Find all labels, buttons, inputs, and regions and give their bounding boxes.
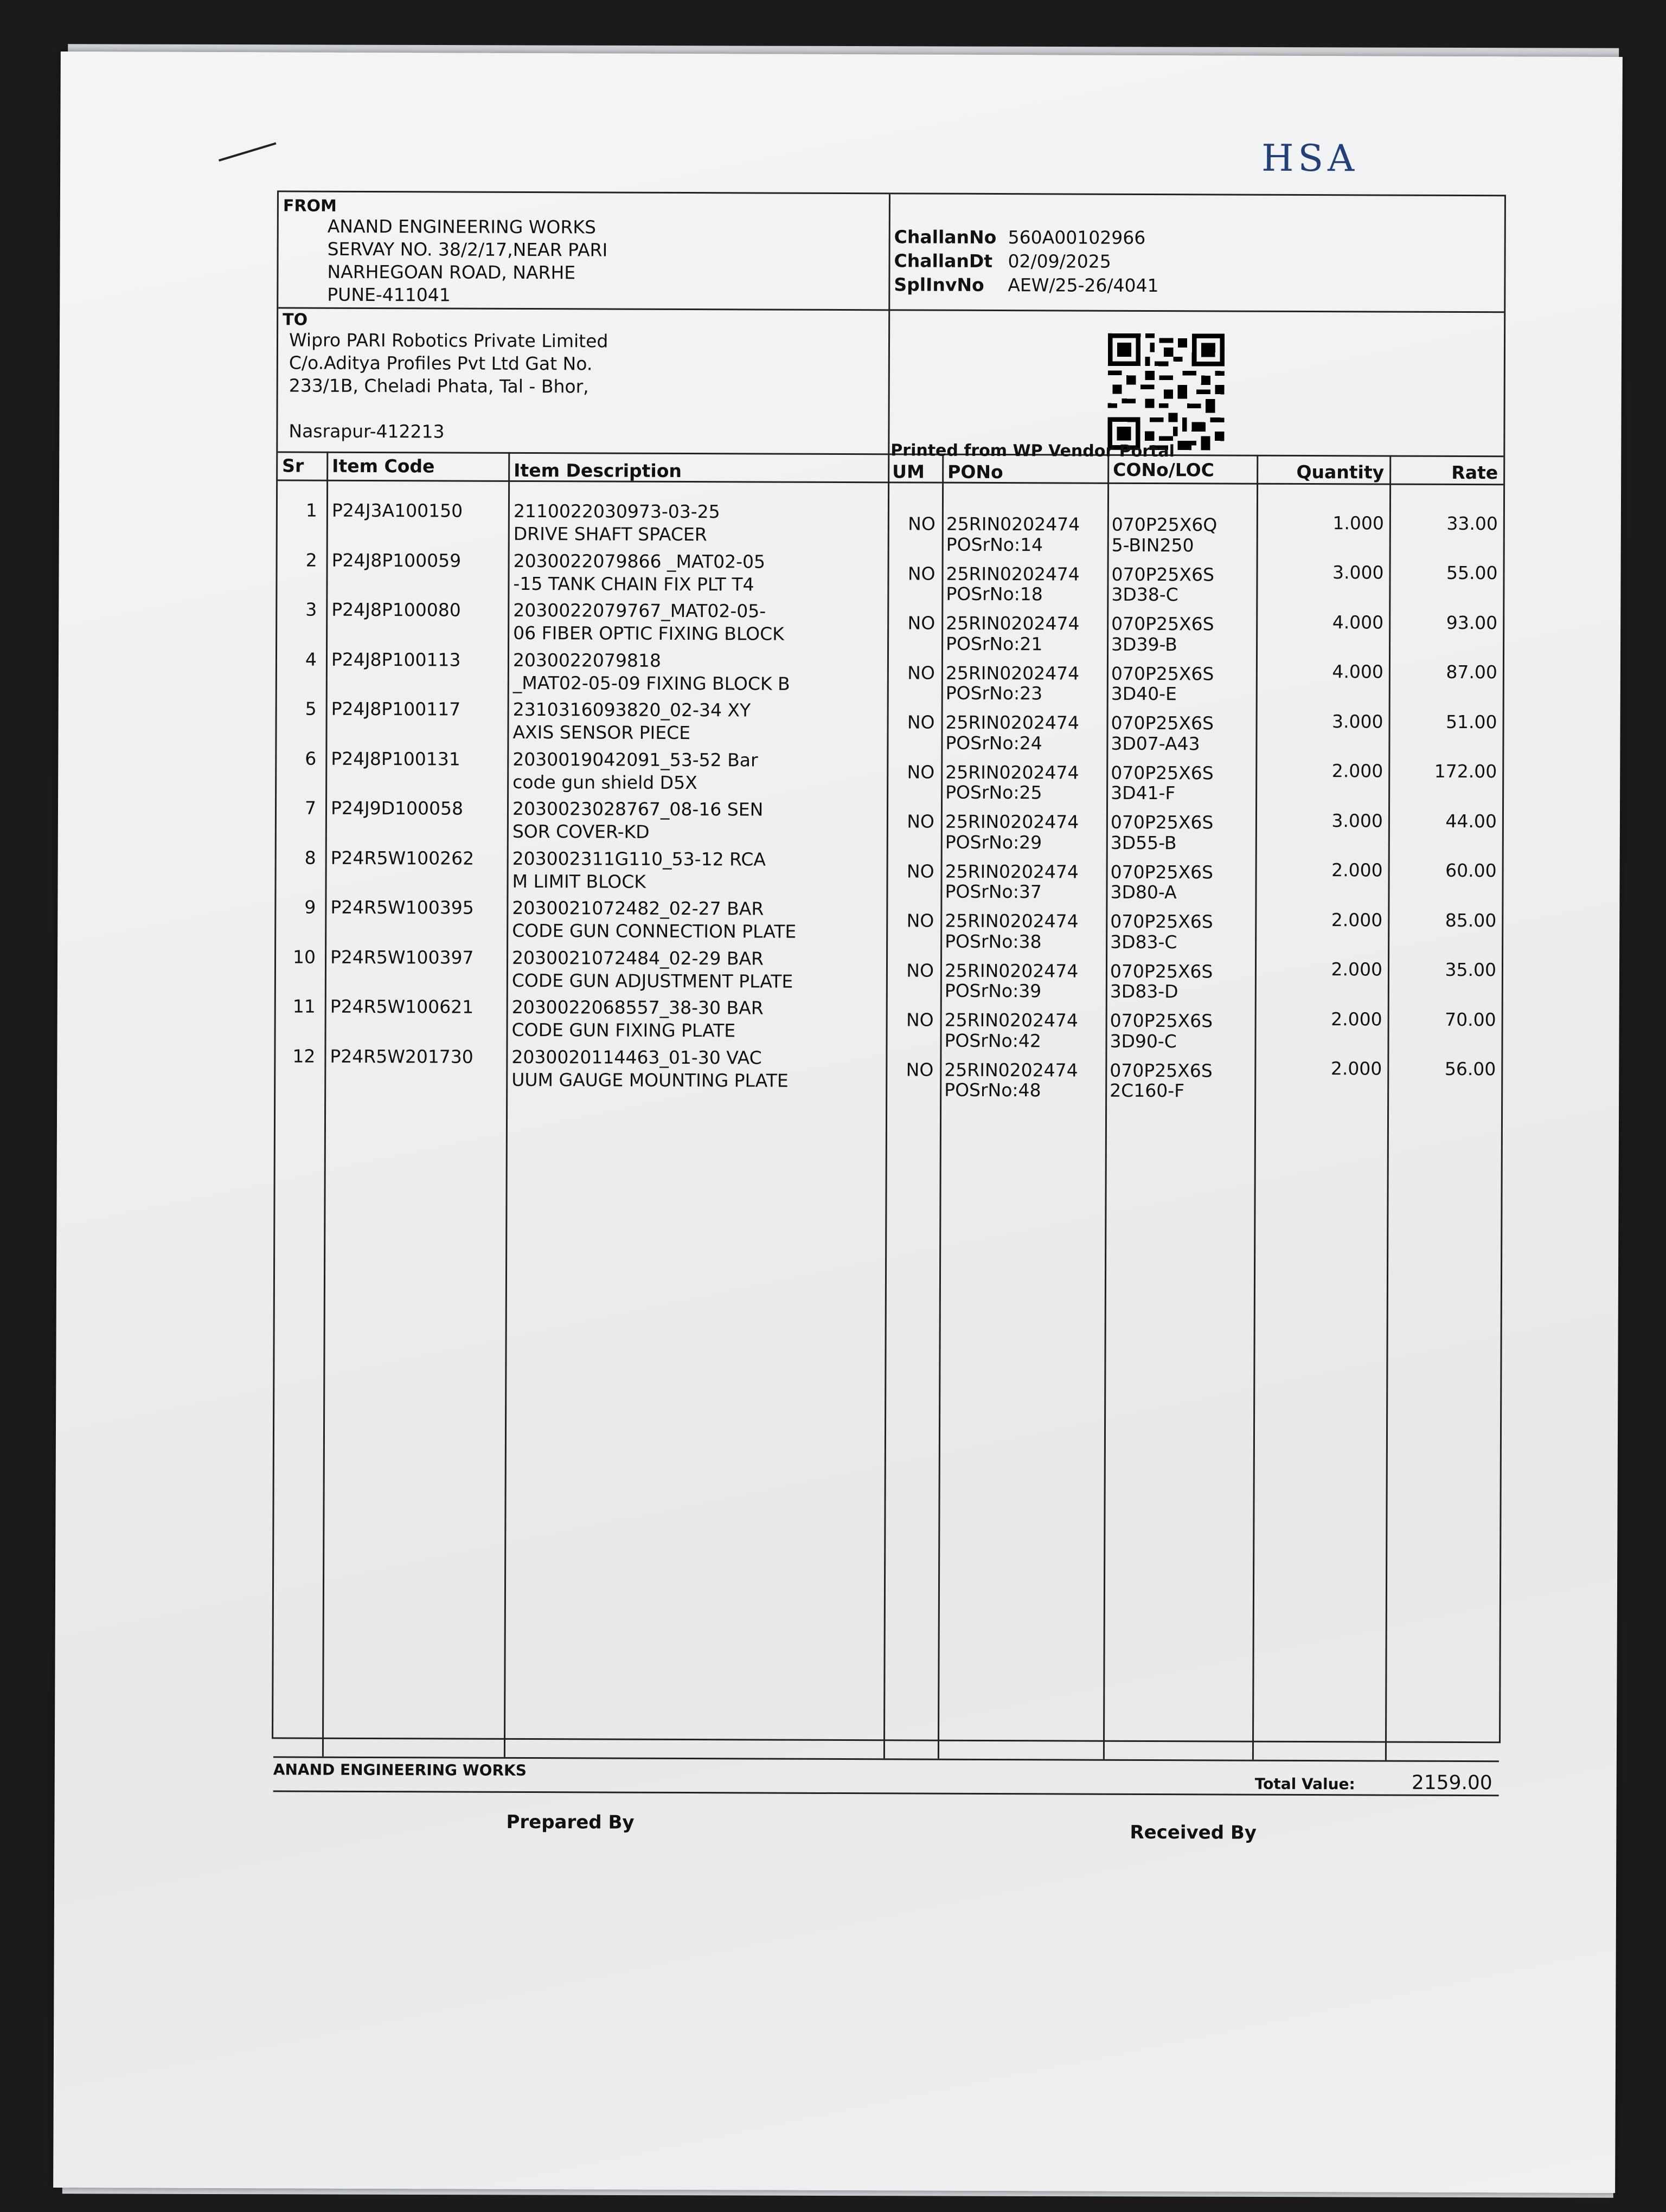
location: 3D83-C xyxy=(1110,931,1177,953)
col-rule-cono xyxy=(1252,455,1258,1760)
item-description: M LIMIT BLOCK xyxy=(512,870,646,892)
item-description: 2030023028767_08-16 SEN xyxy=(512,798,764,820)
serial-number: 10 xyxy=(292,946,316,968)
location: 3D38-C xyxy=(1111,584,1178,606)
co-number: 070P25X6S xyxy=(1110,1009,1213,1032)
challan-frame xyxy=(272,190,1506,1844)
serial-number: 6 xyxy=(305,748,317,769)
printed-from-label: Printed from WP Vendor Portal xyxy=(890,441,1175,461)
po-number: 25RIN0202474 xyxy=(945,711,1079,734)
item-description: 2030022079818 xyxy=(512,649,661,671)
col-rule-desc xyxy=(883,453,889,1758)
co-number: 070P25X6Q xyxy=(1111,513,1218,536)
unit-of-measure: NO xyxy=(907,711,935,733)
item-code: P24J8P100117 xyxy=(331,698,461,720)
unit-of-measure: NO xyxy=(907,761,935,783)
to-line: C/o.Aditya Profiles Pvt Ltd Gat No. xyxy=(289,352,593,375)
rate: 70.00 xyxy=(1445,1008,1496,1031)
col-header-rate: Rate xyxy=(1451,461,1498,484)
co-number: 070P25X6S xyxy=(1111,663,1214,684)
col-rule-qty xyxy=(1385,455,1391,1760)
handwritten-annotation: HSA xyxy=(1261,137,1359,181)
from-line: ANAND ENGINEERING WORKS xyxy=(327,215,597,238)
co-number: 070P25X6S xyxy=(1111,762,1214,783)
to-address xyxy=(289,329,608,443)
serial-number: 5 xyxy=(305,698,317,719)
item-description: CODE GUN FIXING PLATE xyxy=(511,1019,736,1041)
co-number: 070P25X6S xyxy=(1111,712,1214,734)
location: 3D55-B xyxy=(1110,832,1177,853)
col-header-quantity: Quantity xyxy=(1296,461,1385,483)
pos-serial-number: POSrNo:38 xyxy=(945,930,1042,953)
unit-of-measure: NO xyxy=(907,811,935,832)
location: 3D39-B xyxy=(1111,633,1177,655)
item-description: -15 TANK CHAIN FIX PLT T4 xyxy=(513,573,754,595)
col-rule-sr xyxy=(322,452,328,1757)
location: 3D40-E xyxy=(1111,683,1177,705)
serial-number: 8 xyxy=(304,847,316,869)
item-description: CODE GUN ADJUSTMENT PLATE xyxy=(511,969,793,992)
pos-serial-number: POSrNo:39 xyxy=(944,980,1042,1002)
challan-date: 02/09/2025 xyxy=(1008,250,1111,272)
item-code: P24R5W100621 xyxy=(330,995,474,1018)
col-header-sr: Sr xyxy=(282,455,304,477)
item-description: 2030022068557_38-30 BAR xyxy=(511,996,764,1019)
to-line: Wipro PARI Robotics Private Limited xyxy=(289,329,608,352)
po-number: 25RIN0202474 xyxy=(944,1009,1079,1031)
item-code: P24J8P100131 xyxy=(331,748,460,770)
pos-serial-number: POSrNo:23 xyxy=(945,682,1043,704)
col-header-um: UM xyxy=(892,461,925,483)
location: 5-BIN250 xyxy=(1111,534,1194,556)
rate: 56.00 xyxy=(1444,1058,1496,1080)
item-code: P24R5W100262 xyxy=(330,847,475,869)
pos-serial-number: POSrNo:42 xyxy=(944,1030,1041,1052)
col-rule-code xyxy=(504,452,510,1757)
item-description: 06 FIBER OPTIC FIXING BLOCK xyxy=(513,622,784,645)
pos-serial-number: POSrNo:25 xyxy=(945,781,1042,803)
received-by-label: Received By xyxy=(1130,1821,1257,1844)
pos-serial-number: POSrNo:29 xyxy=(945,831,1042,853)
item-description: 2030021072482_02-27 BAR xyxy=(512,897,764,919)
item-code: P24J8P100113 xyxy=(331,648,461,671)
challan-sheet xyxy=(53,52,1623,2193)
pos-serial-number: POSrNo:37 xyxy=(945,880,1042,903)
quantity: 3.000 xyxy=(1332,562,1384,583)
location: 3D07-A43 xyxy=(1111,732,1200,755)
item-code: P24J9D100058 xyxy=(330,797,464,819)
po-number: 25RIN0202474 xyxy=(945,662,1080,684)
item-description: UUM GAUGE MOUNTING PLATE xyxy=(511,1069,789,1091)
rate: 55.00 xyxy=(1446,562,1498,584)
col-header-item-code: Item Code xyxy=(332,455,435,477)
item-code: P24R5W100395 xyxy=(330,896,474,918)
item-code: P24R5W201730 xyxy=(330,1045,473,1068)
rate: 60.00 xyxy=(1445,860,1497,882)
unit-of-measure: NO xyxy=(906,1009,934,1031)
from-line: SERVAY NO. 38/2/17,NEAR PARI xyxy=(327,238,608,261)
rate: 93.00 xyxy=(1446,612,1498,634)
pos-serial-number: POSrNo:18 xyxy=(946,583,1043,605)
item-description: SOR COVER-KD xyxy=(512,820,650,843)
co-number: 070P25X6S xyxy=(1110,910,1213,933)
rate: 172.00 xyxy=(1434,761,1497,782)
from-to-divider xyxy=(278,307,888,311)
po-number: 25RIN0202474 xyxy=(945,811,1079,833)
rate: 44.00 xyxy=(1445,810,1497,832)
pos-serial-number: POSrNo:48 xyxy=(944,1079,1041,1101)
po-number: 25RIN0202474 xyxy=(945,761,1079,783)
po-number: 25RIN0202474 xyxy=(944,960,1079,982)
unit-of-measure: NO xyxy=(906,1058,934,1081)
item-code: P24J8P100080 xyxy=(331,599,461,621)
col-rule-pono xyxy=(1103,454,1109,1759)
unit-of-measure: NO xyxy=(906,910,934,931)
item-code: P24R5W100397 xyxy=(330,946,474,968)
pos-serial-number: POSrNo:14 xyxy=(946,533,1043,556)
quantity: 2.000 xyxy=(1331,859,1383,881)
quantity: 2.000 xyxy=(1331,959,1383,980)
serial-number: 7 xyxy=(304,797,317,819)
item-description: 203002311G110_53-12 RCA xyxy=(512,847,766,870)
from-address xyxy=(327,215,607,307)
item-code: P24J8P100059 xyxy=(331,549,462,571)
item-description: 2030022079767_MAT02-05- xyxy=(513,599,766,622)
rate: 51.00 xyxy=(1446,711,1497,733)
item-description: 2030022079866 _MAT02-05 xyxy=(513,550,766,573)
col-rule-um xyxy=(938,454,944,1759)
quantity: 2.000 xyxy=(1331,909,1383,931)
pos-serial-number: POSrNo:24 xyxy=(945,732,1042,754)
unit-of-measure: NO xyxy=(907,661,935,684)
invoice-no-label: SplInvNo xyxy=(894,274,984,295)
quantity: 4.000 xyxy=(1332,611,1384,633)
unit-of-measure: NO xyxy=(906,959,934,981)
from-line: PUNE-411041 xyxy=(327,284,451,306)
challan-no-label: ChallanNo xyxy=(894,226,997,248)
quantity: 3.000 xyxy=(1332,710,1383,732)
quantity: 1.000 xyxy=(1332,512,1384,534)
col-header-pono: PONo xyxy=(947,461,1003,483)
item-description: CODE GUN CONNECTION PLATE xyxy=(512,919,797,942)
from-label: FROM xyxy=(283,196,337,216)
co-number: 070P25X6S xyxy=(1110,1059,1213,1081)
co-number: 070P25X6S xyxy=(1111,563,1215,585)
quantity: 2.000 xyxy=(1331,1008,1382,1030)
invoice-no: AEW/25-26/4041 xyxy=(1008,274,1159,297)
location: 3D90-C xyxy=(1110,1030,1177,1052)
to-label: TO xyxy=(283,310,308,330)
serial-number: 9 xyxy=(304,896,316,918)
po-number: 25RIN0202474 xyxy=(946,563,1080,585)
pos-serial-number: POSrNo:21 xyxy=(946,633,1043,655)
meta-qr-divider xyxy=(888,309,1504,313)
item-description: 2030019042091_53-52 Bar xyxy=(512,748,758,770)
quantity: 3.000 xyxy=(1331,809,1383,832)
location: 3D83-D xyxy=(1110,981,1178,1002)
item-description: 2030020114463_01-30 VAC xyxy=(511,1046,762,1069)
challan-date-label: ChallanDt xyxy=(894,250,993,272)
item-description: 2110022030973-03-25 xyxy=(513,500,720,523)
serial-number: 2 xyxy=(305,549,317,571)
location: 3D41-F xyxy=(1111,782,1176,804)
po-number: 25RIN0202474 xyxy=(945,860,1079,883)
footer-firm-name: ANAND ENGINEERING WORKS xyxy=(273,1760,527,1780)
co-number: 070P25X6S xyxy=(1110,960,1213,982)
co-number: 070P25X6S xyxy=(1110,811,1214,833)
top-column-divider xyxy=(888,194,890,453)
item-description: _MAT02-05-09 FIXING BLOCK B xyxy=(512,672,790,695)
col-header-cono-loc: CONo/LOC xyxy=(1113,459,1215,481)
co-number: 070P25X6S xyxy=(1110,861,1214,883)
quantity: 2.000 xyxy=(1330,1058,1382,1079)
from-line: NARHEGOAN ROAD, NARHE xyxy=(327,261,576,284)
unit-of-measure: NO xyxy=(906,860,934,882)
serial-number: 11 xyxy=(292,995,316,1017)
item-description: AXIS SENSOR PIECE xyxy=(512,721,691,744)
item-description: 2310316093820_02-34 XY xyxy=(512,698,751,721)
prepared-by-label: Prepared By xyxy=(506,1811,635,1834)
serial-number: 12 xyxy=(292,1045,316,1067)
item-description: DRIVE SHAFT SPACER xyxy=(513,523,707,545)
po-number: 25RIN0202474 xyxy=(946,513,1080,535)
location: 3D80-A xyxy=(1110,882,1177,903)
pen-mark xyxy=(219,142,276,162)
rate: 87.00 xyxy=(1446,661,1497,683)
unit-of-measure: NO xyxy=(908,513,935,535)
to-line: Nasrapur-412213 xyxy=(289,420,445,442)
location: 2C160-F xyxy=(1110,1080,1185,1102)
rate: 85.00 xyxy=(1445,909,1497,931)
po-number: 25RIN0202474 xyxy=(945,910,1079,932)
quantity: 2.000 xyxy=(1331,760,1383,782)
total-value-label: Total Value: xyxy=(1254,1774,1355,1793)
unit-of-measure: NO xyxy=(907,612,935,634)
total-value: 2159.00 xyxy=(1411,1771,1492,1795)
quantity: 4.000 xyxy=(1332,661,1383,683)
to-line: 233/1B, Cheladi Phata, Tal - Bhor, xyxy=(289,375,589,397)
rate: 35.00 xyxy=(1445,959,1497,981)
challan-meta xyxy=(894,225,1159,298)
serial-number: 4 xyxy=(305,648,317,670)
unit-of-measure: NO xyxy=(907,562,935,584)
item-code: P24J3A100150 xyxy=(331,499,463,522)
co-number: 070P25X6S xyxy=(1111,613,1214,635)
qr-code xyxy=(1107,333,1225,451)
to-line xyxy=(289,397,608,421)
po-number: 25RIN0202474 xyxy=(946,612,1080,634)
item-description: 2030021072484_02-29 BAR xyxy=(511,947,764,969)
col-header-item-description: Item Description xyxy=(514,459,682,481)
serial-number: 3 xyxy=(305,599,317,620)
rate: 33.00 xyxy=(1446,512,1498,535)
po-number: 25RIN0202474 xyxy=(944,1059,1078,1081)
challan-no: 560A00102966 xyxy=(1008,227,1146,248)
serial-number: 1 xyxy=(305,499,318,521)
item-description: code gun shield D5X xyxy=(512,771,697,793)
